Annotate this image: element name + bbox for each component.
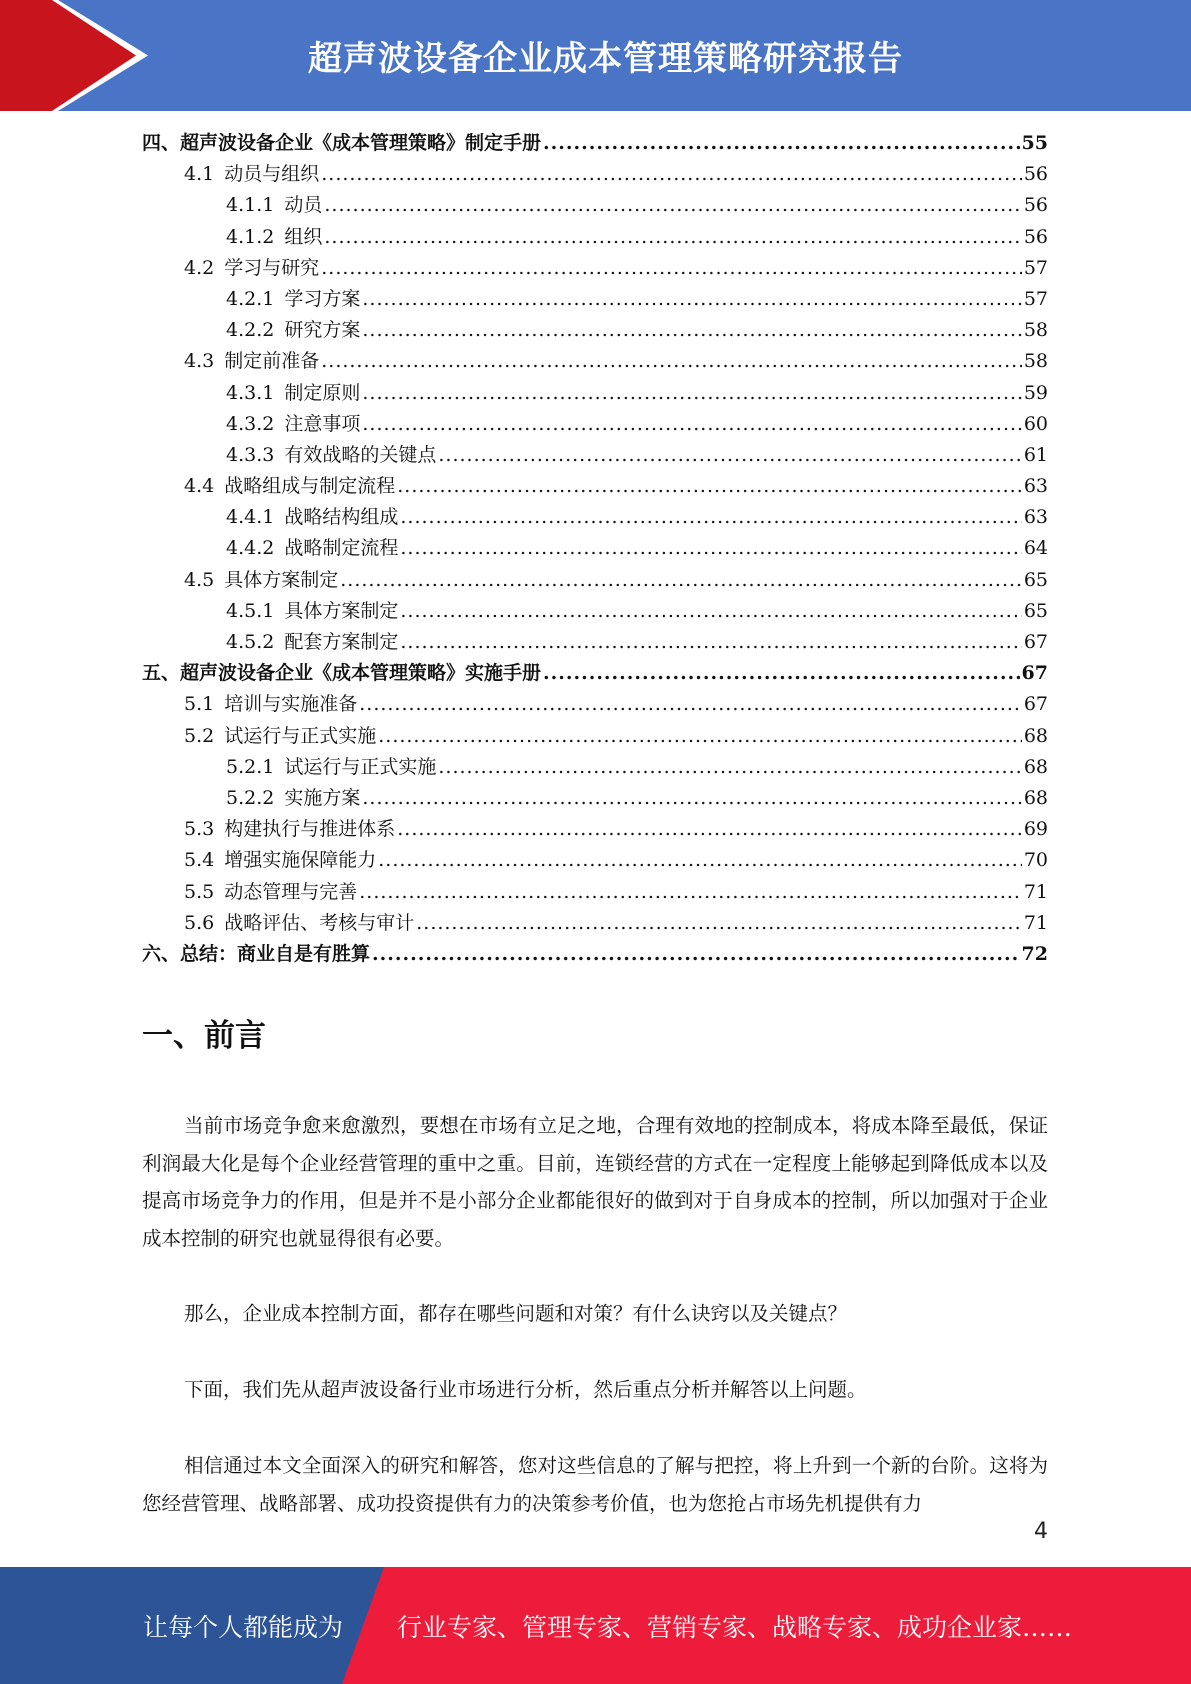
toc-entry-page: 56 bbox=[1023, 163, 1048, 186]
toc-entry-page: 58 bbox=[1023, 350, 1048, 373]
toc-entry-page: 72 bbox=[1021, 942, 1048, 965]
toc-entry-page: 71 bbox=[1023, 911, 1048, 934]
toc-entry[interactable] bbox=[142, 783, 1048, 814]
toc-dot-leader bbox=[400, 502, 1021, 533]
toc-entry-page: 67 bbox=[1021, 662, 1048, 685]
toc-entry-page: 68 bbox=[1023, 724, 1048, 747]
toc-entry[interactable] bbox=[142, 222, 1048, 253]
page-number: 4 bbox=[1034, 1519, 1048, 1544]
table-of-contents bbox=[142, 128, 1048, 970]
toc-entry-page: 63 bbox=[1023, 506, 1048, 529]
toc-dot-leader bbox=[372, 939, 1020, 970]
toc-entry-number: 5.2.1 bbox=[226, 755, 275, 778]
toc-entry-number: 4.4 bbox=[184, 475, 215, 498]
toc-entry-title: 试运行与正式实施 bbox=[284, 755, 437, 778]
toc-entry-number: 4.2 bbox=[184, 256, 215, 279]
toc-entry-number: 4.3.1 bbox=[226, 381, 275, 404]
toc-entry[interactable] bbox=[142, 565, 1048, 596]
toc-dot-leader bbox=[543, 128, 1020, 159]
paragraph-text: 当前市场竞争愈来愈激烈，要想在市场有立足之地，合理有效地的控制成本，将成本降至最低，保证利润最大化是每个企业经营管理的重中之重。目前，连锁经营的方式在一定程度上能够起到降低成本以及提高市场竞争力的作用，但是并不是小部分企业都能很好的做到对于自身成本的控制，所以加强对于企业成本控制的研究也就显得很有必要。 bbox=[142, 1114, 1048, 1250]
toc-dot-leader bbox=[362, 315, 1021, 346]
page-footer bbox=[0, 1567, 1191, 1684]
toc-dot-leader bbox=[400, 596, 1021, 627]
toc-entry[interactable] bbox=[142, 315, 1048, 346]
toc-entry[interactable] bbox=[142, 627, 1048, 658]
toc-entry-number: 4.1 bbox=[184, 163, 215, 186]
toc-entry-title: 制定原则 bbox=[284, 381, 361, 404]
toc-entry-title: 增强实施保障能力 bbox=[224, 849, 377, 872]
toc-entry-title: 动员与组织 bbox=[224, 163, 320, 186]
toc-entry-number: 4.3.2 bbox=[226, 412, 275, 435]
toc-entry-title: 有效战略的关键点 bbox=[284, 443, 437, 466]
toc-entry-page: 55 bbox=[1021, 132, 1048, 154]
toc-entry[interactable] bbox=[142, 378, 1048, 409]
toc-dot-leader bbox=[397, 471, 1022, 502]
toc-entry-title: 培训与实施准备 bbox=[224, 693, 358, 716]
toc-dot-leader bbox=[400, 533, 1021, 564]
toc-entry-page: 60 bbox=[1023, 412, 1048, 435]
toc-entry-page: 67 bbox=[1023, 693, 1048, 716]
paragraph-3 bbox=[142, 1371, 1048, 1409]
toc-entry-number: 4.5.1 bbox=[226, 599, 275, 622]
toc-dot-leader bbox=[438, 752, 1021, 783]
toc-entry-number: 4.4.2 bbox=[226, 537, 275, 560]
paragraph-text: 下面，我们先从超声波设备行业市场进行分析，然后重点分析并解答以上问题。 bbox=[184, 1378, 867, 1401]
toc-entry-page: 70 bbox=[1023, 849, 1048, 872]
toc-entry[interactable] bbox=[142, 346, 1048, 377]
toc-entry[interactable] bbox=[142, 845, 1048, 876]
paragraph-4 bbox=[142, 1447, 1048, 1522]
toc-dot-leader bbox=[340, 565, 1022, 596]
toc-entry-page: 71 bbox=[1023, 880, 1048, 903]
toc-entry[interactable] bbox=[142, 471, 1048, 502]
toc-entry-number: 5.2 bbox=[184, 724, 215, 747]
toc-dot-leader bbox=[362, 783, 1021, 814]
toc-entry-page: 63 bbox=[1023, 475, 1048, 498]
toc-dot-leader bbox=[378, 721, 1022, 752]
toc-entry-page: 56 bbox=[1023, 194, 1048, 217]
toc-entry-page: 64 bbox=[1023, 537, 1048, 560]
toc-entry[interactable] bbox=[142, 159, 1048, 190]
toc-dot-leader bbox=[362, 284, 1021, 315]
toc-entry-page: 67 bbox=[1023, 631, 1048, 653]
toc-entry-number: 4.5 bbox=[184, 568, 215, 591]
toc-entry[interactable] bbox=[142, 877, 1048, 908]
toc-entry-page: 59 bbox=[1023, 381, 1048, 404]
toc-entry-number: 5.6 bbox=[184, 911, 215, 934]
toc-entry[interactable] bbox=[142, 253, 1048, 284]
toc-dot-leader bbox=[362, 378, 1021, 409]
toc-entry[interactable] bbox=[142, 533, 1048, 564]
toc-entry-number: 5.2.2 bbox=[226, 786, 275, 809]
toc-entry[interactable] bbox=[142, 658, 1048, 689]
toc-dot-leader bbox=[378, 845, 1022, 876]
toc-entry[interactable] bbox=[142, 284, 1048, 315]
toc-entry-number: 4.4.1 bbox=[226, 506, 275, 529]
toc-entry[interactable] bbox=[142, 502, 1048, 533]
toc-entry-number: 5.3 bbox=[184, 818, 215, 841]
toc-entry-page: 56 bbox=[1023, 225, 1048, 248]
toc-entry-title: 配套方案制定 bbox=[284, 631, 399, 653]
toc-entry-title: 构建执行与推进体系 bbox=[224, 818, 396, 841]
footer-slogan-left: 让每个人都能成为 bbox=[143, 1612, 344, 1642]
toc-entry-title: 动态管理与完善 bbox=[224, 880, 358, 903]
toc-entry-title: 战略评估、考核与审计 bbox=[224, 911, 415, 934]
report-title: 超声波设备企业成本管理策略研究报告 bbox=[308, 39, 903, 79]
toc-entry-title: 具体方案制定 bbox=[284, 599, 399, 622]
toc-entry-number: 5.5 bbox=[184, 880, 215, 903]
footer-slogan-right: 行业专家、管理专家、营销专家、战略专家、成功企业家…… bbox=[397, 1612, 1073, 1642]
toc-entry-number: 4.1.1 bbox=[226, 194, 275, 217]
toc-dot-leader bbox=[362, 409, 1021, 440]
toc-entry[interactable] bbox=[142, 128, 1048, 159]
paragraph-1 bbox=[142, 1107, 1048, 1257]
toc-dot-leader bbox=[543, 658, 1020, 689]
toc-entry-number: 4.3.3 bbox=[226, 443, 275, 466]
toc-dot-leader bbox=[359, 877, 1022, 908]
toc-dot-leader bbox=[359, 689, 1022, 720]
toc-entry[interactable] bbox=[142, 409, 1048, 440]
toc-entry-title: 注意事项 bbox=[284, 412, 361, 435]
toc-entry-page: 68 bbox=[1023, 755, 1048, 778]
paragraph-text: 相信通过本文全面深入的研究和解答，您对这些信息的了解与把控，将上升到一个新的台阶。这将为您经营管理、战略部署、成功投资提供有力的决策参考价值，也为您抢占市场先机提供有力 bbox=[142, 1454, 1048, 1515]
toc-entry-title: 四、超声波设备企业《成本管理策略》制定手册 bbox=[142, 132, 542, 154]
paragraph-text: 那么，企业成本控制方面，都存在哪些问题和对策？有什么诀窍以及关键点？ bbox=[184, 1302, 848, 1325]
toc-entry[interactable] bbox=[142, 908, 1048, 939]
toc-entry-title: 动员 bbox=[284, 194, 323, 217]
toc-entry-page: 58 bbox=[1023, 319, 1048, 342]
toc-entry-number: 5.1 bbox=[184, 693, 215, 716]
toc-entry-title: 实施方案 bbox=[284, 786, 361, 809]
toc-entry-title: 制定前准备 bbox=[224, 350, 320, 373]
toc-entry-title: 五、超声波设备企业《成本管理策略》实施手册 bbox=[142, 662, 542, 685]
toc-entry[interactable] bbox=[142, 939, 1048, 970]
toc-entry-number: 4.1.2 bbox=[226, 225, 275, 248]
toc-entry-page: 68 bbox=[1023, 786, 1048, 809]
toc-entry-title: 组织 bbox=[284, 225, 323, 248]
toc-entry[interactable] bbox=[142, 814, 1048, 845]
toc-entry-page: 57 bbox=[1023, 256, 1048, 279]
toc-entry-page: 65 bbox=[1023, 568, 1048, 591]
toc-entry-page: 65 bbox=[1023, 599, 1048, 622]
page-header bbox=[0, 0, 1191, 111]
toc-entry[interactable] bbox=[142, 440, 1048, 471]
toc-entry-title: 战略制定流程 bbox=[284, 537, 399, 560]
toc-dot-leader bbox=[321, 346, 1022, 377]
toc-dot-leader bbox=[400, 627, 1021, 658]
toc-entry-title: 学习与研究 bbox=[224, 256, 320, 279]
toc-entry-title: 试运行与正式实施 bbox=[224, 724, 377, 747]
paragraph-2 bbox=[142, 1295, 1048, 1333]
toc-dot-leader bbox=[397, 814, 1022, 845]
toc-entry-title: 战略组成与制定流程 bbox=[224, 475, 396, 498]
toc-entry-title: 研究方案 bbox=[284, 319, 361, 342]
toc-entry-page: 61 bbox=[1023, 443, 1048, 466]
toc-dot-leader bbox=[438, 440, 1021, 471]
toc-dot-leader bbox=[324, 190, 1021, 221]
toc-entry[interactable] bbox=[142, 190, 1048, 221]
toc-entry[interactable] bbox=[142, 596, 1048, 627]
toc-entry-title: 学习方案 bbox=[284, 287, 361, 310]
toc-entry[interactable] bbox=[142, 689, 1048, 720]
toc-entry-title: 六、总结：商业自是有胜算 bbox=[142, 942, 371, 965]
toc-dot-leader bbox=[324, 222, 1021, 253]
section-heading: 一、前言 bbox=[142, 1018, 266, 1054]
toc-entry-number: 4.3 bbox=[184, 350, 215, 373]
toc-entry-title: 战略结构组成 bbox=[284, 506, 399, 529]
toc-entry-number: 4.2.1 bbox=[226, 287, 275, 310]
toc-entry[interactable] bbox=[142, 721, 1048, 752]
toc-dot-leader bbox=[321, 159, 1022, 190]
toc-dot-leader bbox=[321, 253, 1022, 284]
toc-dot-leader bbox=[416, 908, 1022, 939]
toc-entry[interactable] bbox=[142, 752, 1048, 783]
toc-entry-page: 57 bbox=[1023, 287, 1048, 310]
toc-entry-number: 4.5.2 bbox=[226, 631, 275, 653]
toc-entry-number: 4.2.2 bbox=[226, 319, 275, 342]
toc-entry-title: 具体方案制定 bbox=[224, 568, 339, 591]
toc-entry-page: 69 bbox=[1023, 818, 1048, 841]
toc-entry-number: 5.4 bbox=[184, 849, 215, 872]
